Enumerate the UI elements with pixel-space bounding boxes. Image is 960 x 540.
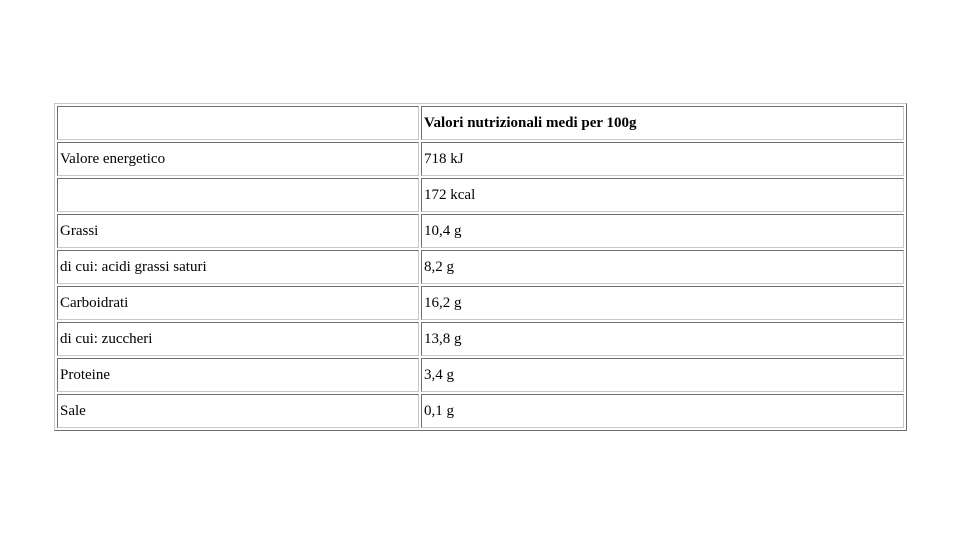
row-label-cell: di cui: acidi grassi saturi xyxy=(57,250,419,284)
row-value-cell: 172 kcal xyxy=(421,178,904,212)
row-label-cell: Carboidrati xyxy=(57,286,419,320)
table-row xyxy=(57,214,904,248)
table-row xyxy=(57,358,904,392)
table-row xyxy=(57,286,904,320)
row-value-cell: 718 kJ xyxy=(421,142,904,176)
row-label-cell xyxy=(57,178,419,212)
table-row xyxy=(57,394,904,428)
row-value-cell: 0,1 g xyxy=(421,394,904,428)
row-value-cell: 8,2 g xyxy=(421,250,904,284)
row-value-cell: 3,4 g xyxy=(421,358,904,392)
header-value-cell: Valori nutrizionali medi per 100g xyxy=(421,106,904,140)
row-label-cell: di cui: zuccheri xyxy=(57,322,419,356)
nutrition-table xyxy=(54,103,907,431)
row-label-cell: Grassi xyxy=(57,214,419,248)
table-row xyxy=(57,322,904,356)
row-label-cell: Valore energetico xyxy=(57,142,419,176)
row-label-cell: Sale xyxy=(57,394,419,428)
row-value-cell: 13,8 g xyxy=(421,322,904,356)
header-label-cell xyxy=(57,106,419,140)
table-header-row xyxy=(57,106,904,140)
table-row xyxy=(57,142,904,176)
row-label-cell: Proteine xyxy=(57,358,419,392)
table-row xyxy=(57,178,904,212)
row-value-cell: 10,4 g xyxy=(421,214,904,248)
row-value-cell: 16,2 g xyxy=(421,286,904,320)
table-row xyxy=(57,250,904,284)
